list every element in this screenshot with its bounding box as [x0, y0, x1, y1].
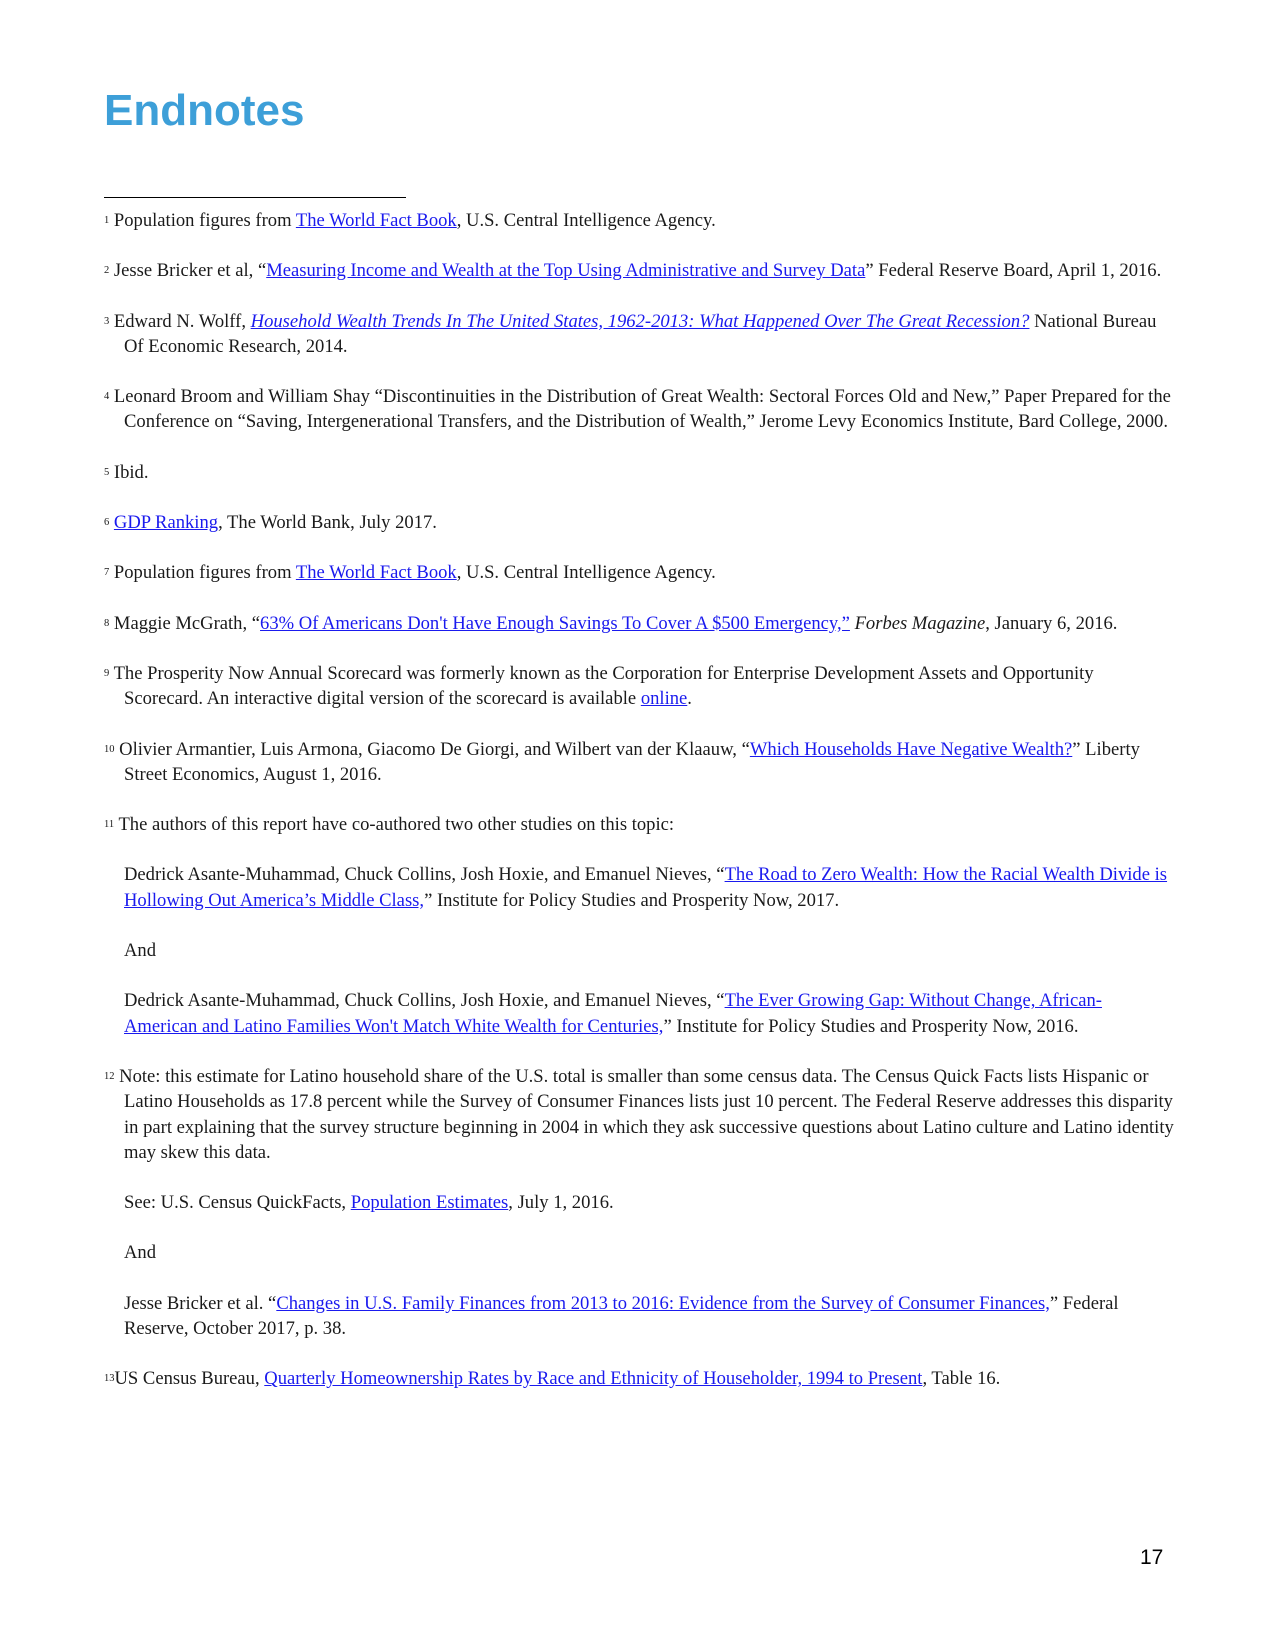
- endnote-11-and: [104, 938, 1174, 963]
- endnote-8: [104, 611, 1174, 636]
- endnote-number: 10: [104, 743, 115, 755]
- endnote-text: ” Institute for Policy Studies and Prosperity Now, 2017.: [424, 889, 840, 911]
- endnote-link[interactable]: Changes in U.S. Family Finances from 2013 to 2016: Evidence from the Survey of Consumer Finances,: [276, 1292, 1050, 1314]
- endnote-text: US Census Bureau,: [114, 1368, 265, 1390]
- endnote-11: [104, 812, 1174, 837]
- endnote-11-citation-2: [104, 988, 1174, 1039]
- endnote-12-citation: [104, 1291, 1174, 1342]
- endnote-text: , The World Bank, July 2017.: [218, 512, 437, 534]
- endnote-text: ” Institute for Policy Studies and Prosperity Now, 2016.: [663, 1015, 1079, 1037]
- endnote-text: See: U.S. Census QuickFacts,: [124, 1192, 351, 1214]
- endnote-number: 1: [104, 215, 110, 226]
- endnote-text: Jesse Bricker et al, “: [113, 260, 267, 282]
- endnote-number: 11: [104, 819, 115, 831]
- endnote-text: Jesse Bricker et al. “: [124, 1292, 277, 1314]
- endnote-text: Population figures from: [113, 210, 296, 231]
- endnote-12-and: [104, 1240, 1174, 1265]
- endnote-6: [104, 510, 1174, 535]
- endnote-number: 8: [104, 617, 110, 629]
- endnote-text: ” Federal Reserve Board, April 1, 2016.: [865, 260, 1162, 282]
- endnote-link[interactable]: online: [640, 688, 688, 710]
- endnote-9: [104, 661, 1174, 712]
- endnote-text: Note: this estimate for Latino household share of the U.S. total is smaller than some census data. The Census Quick Facts lists Hispanic or Latino Households as 17.8 percent while the Survey of Consumer Finances lists just 10 percent. The Federal Reserve addresses this disparity in part explaining that the survey structure beginning in 2004 in which they ask successive questions about Latino culture and Latino identity may skew this data.: [119, 1065, 1174, 1163]
- endnote-12: [104, 1064, 1174, 1165]
- endnote-link[interactable]: Which Households Have Negative Wealth?: [749, 738, 1073, 760]
- endnotes-list: [104, 208, 1174, 1417]
- endnote-text: Maggie McGrath, “: [113, 612, 261, 634]
- endnote-number: 7: [104, 567, 110, 579]
- endnote-text: Population figures from: [113, 562, 296, 584]
- endnote-12-see: [104, 1190, 1174, 1215]
- endnote-text: And: [124, 1242, 157, 1264]
- endnote-link[interactable]: GDP Ranking: [113, 512, 219, 534]
- page-number: 17: [1140, 1546, 1164, 1569]
- endnote-text: The authors of this report have co-authored two other studies on this topic:: [118, 814, 675, 836]
- endnote-text: Olivier Armantier, Luis Armona, Giacomo De Giorgi, and Wilbert van der Klaauw, “: [119, 738, 750, 760]
- endnote-number: 6: [104, 517, 110, 529]
- endnote-link[interactable]: Measuring Income and Wealth at the Top Using Administrative and Survey Data: [266, 260, 866, 282]
- page-title: Endnotes: [104, 86, 305, 135]
- endnote-text: .: [687, 688, 692, 710]
- endnote-13: [104, 1366, 1174, 1391]
- endnote-text: Dedrick Asante-Muhammad, Chuck Collins, Josh Hoxie, and Emanuel Nieves, “: [124, 864, 725, 886]
- endnote-text: And: [124, 940, 157, 962]
- endnote-link[interactable]: The World Fact Book: [295, 562, 457, 584]
- endnote-text: , U.S. Central Intelligence Agency.: [456, 562, 716, 584]
- endnote-link[interactable]: Household Wealth Trends In The United States, 1962-2013: What Happened Over The Great Recession?: [250, 310, 1030, 332]
- endnote-text: Leonard Broom and William Shay “Discontinuities in the Distribution of Great Wealth: Sectoral Forces Old and New,” Paper Prepared for the Conference on “Saving, Intergenerational Transfers, and the Distribution of Wealth,” Jerome Levy Economics Institute, Bard College, 2000.: [113, 386, 1171, 433]
- endnote-separator: [104, 197, 406, 198]
- endnote-number: 12: [104, 1070, 115, 1082]
- endnote-number: 4: [104, 391, 110, 403]
- endnote-link[interactable]: Quarterly Homeownership Rates by Race and Ethnicity of Householder, 1994 to Present: [264, 1368, 923, 1390]
- endnote-text: , Table 16.: [922, 1368, 1001, 1390]
- endnote-text: , July 1, 2016.: [508, 1192, 614, 1214]
- endnote-7: [104, 560, 1174, 585]
- endnote-link[interactable]: The Ever Growing Gap: Without Change, African-American and Latino Families Won't Match White Wealth for Centuries,: [124, 990, 1102, 1037]
- endnote-1: [104, 208, 1174, 233]
- endnote-3: [104, 309, 1174, 360]
- endnote-text: Ibid.: [113, 461, 149, 483]
- endnote-5: [104, 460, 1174, 485]
- endnote-link[interactable]: The Road to Zero Wealth: How the Racial Wealth Divide is Hollowing Out America’s Middle Class,: [124, 864, 1168, 911]
- endnote-number: 13: [104, 1373, 115, 1385]
- endnote-text: The Prosperity Now Annual Scorecard was formerly known as the Corporation for Enterprise Development Assets and Opportunity Scorecard. An interactive digital version of the scorecard is available: [113, 662, 1094, 710]
- endnote-10: [104, 737, 1174, 788]
- endnote-number: 2: [104, 265, 110, 277]
- endnote-text: National Bureau Of Economic Research, 2014.: [124, 310, 1157, 357]
- endnote-4: [104, 384, 1174, 435]
- endnote-text: ” Federal Reserve, October 2017, p. 38.: [124, 1292, 1119, 1340]
- endnote-2: [104, 258, 1174, 283]
- endnote-number: 9: [104, 667, 110, 679]
- publication-name: Forbes Magazine: [854, 612, 986, 634]
- endnote-link[interactable]: Population Estimates: [350, 1192, 509, 1214]
- endnote-text: Dedrick Asante-Muhammad, Chuck Collins, Josh Hoxie, and Emanuel Nieves, “: [124, 990, 725, 1012]
- endnote-link[interactable]: The World Fact Book: [295, 210, 457, 231]
- endnote-link[interactable]: 63% Of Americans Don't Have Enough Savings To Cover A $500 Emergency,”: [260, 612, 850, 634]
- endnote-text: ” Liberty Street Economics, August 1, 2016.: [124, 738, 1140, 785]
- endnote-text: Edward N. Wolff,: [113, 310, 251, 332]
- endnote-11-citation-1: [104, 862, 1174, 913]
- endnote-number: 5: [104, 466, 110, 478]
- endnote-text: , U.S. Central Intelligence Agency.: [456, 210, 716, 231]
- endnote-text: , January 6, 2016.: [985, 612, 1118, 634]
- endnote-number: 3: [104, 315, 110, 327]
